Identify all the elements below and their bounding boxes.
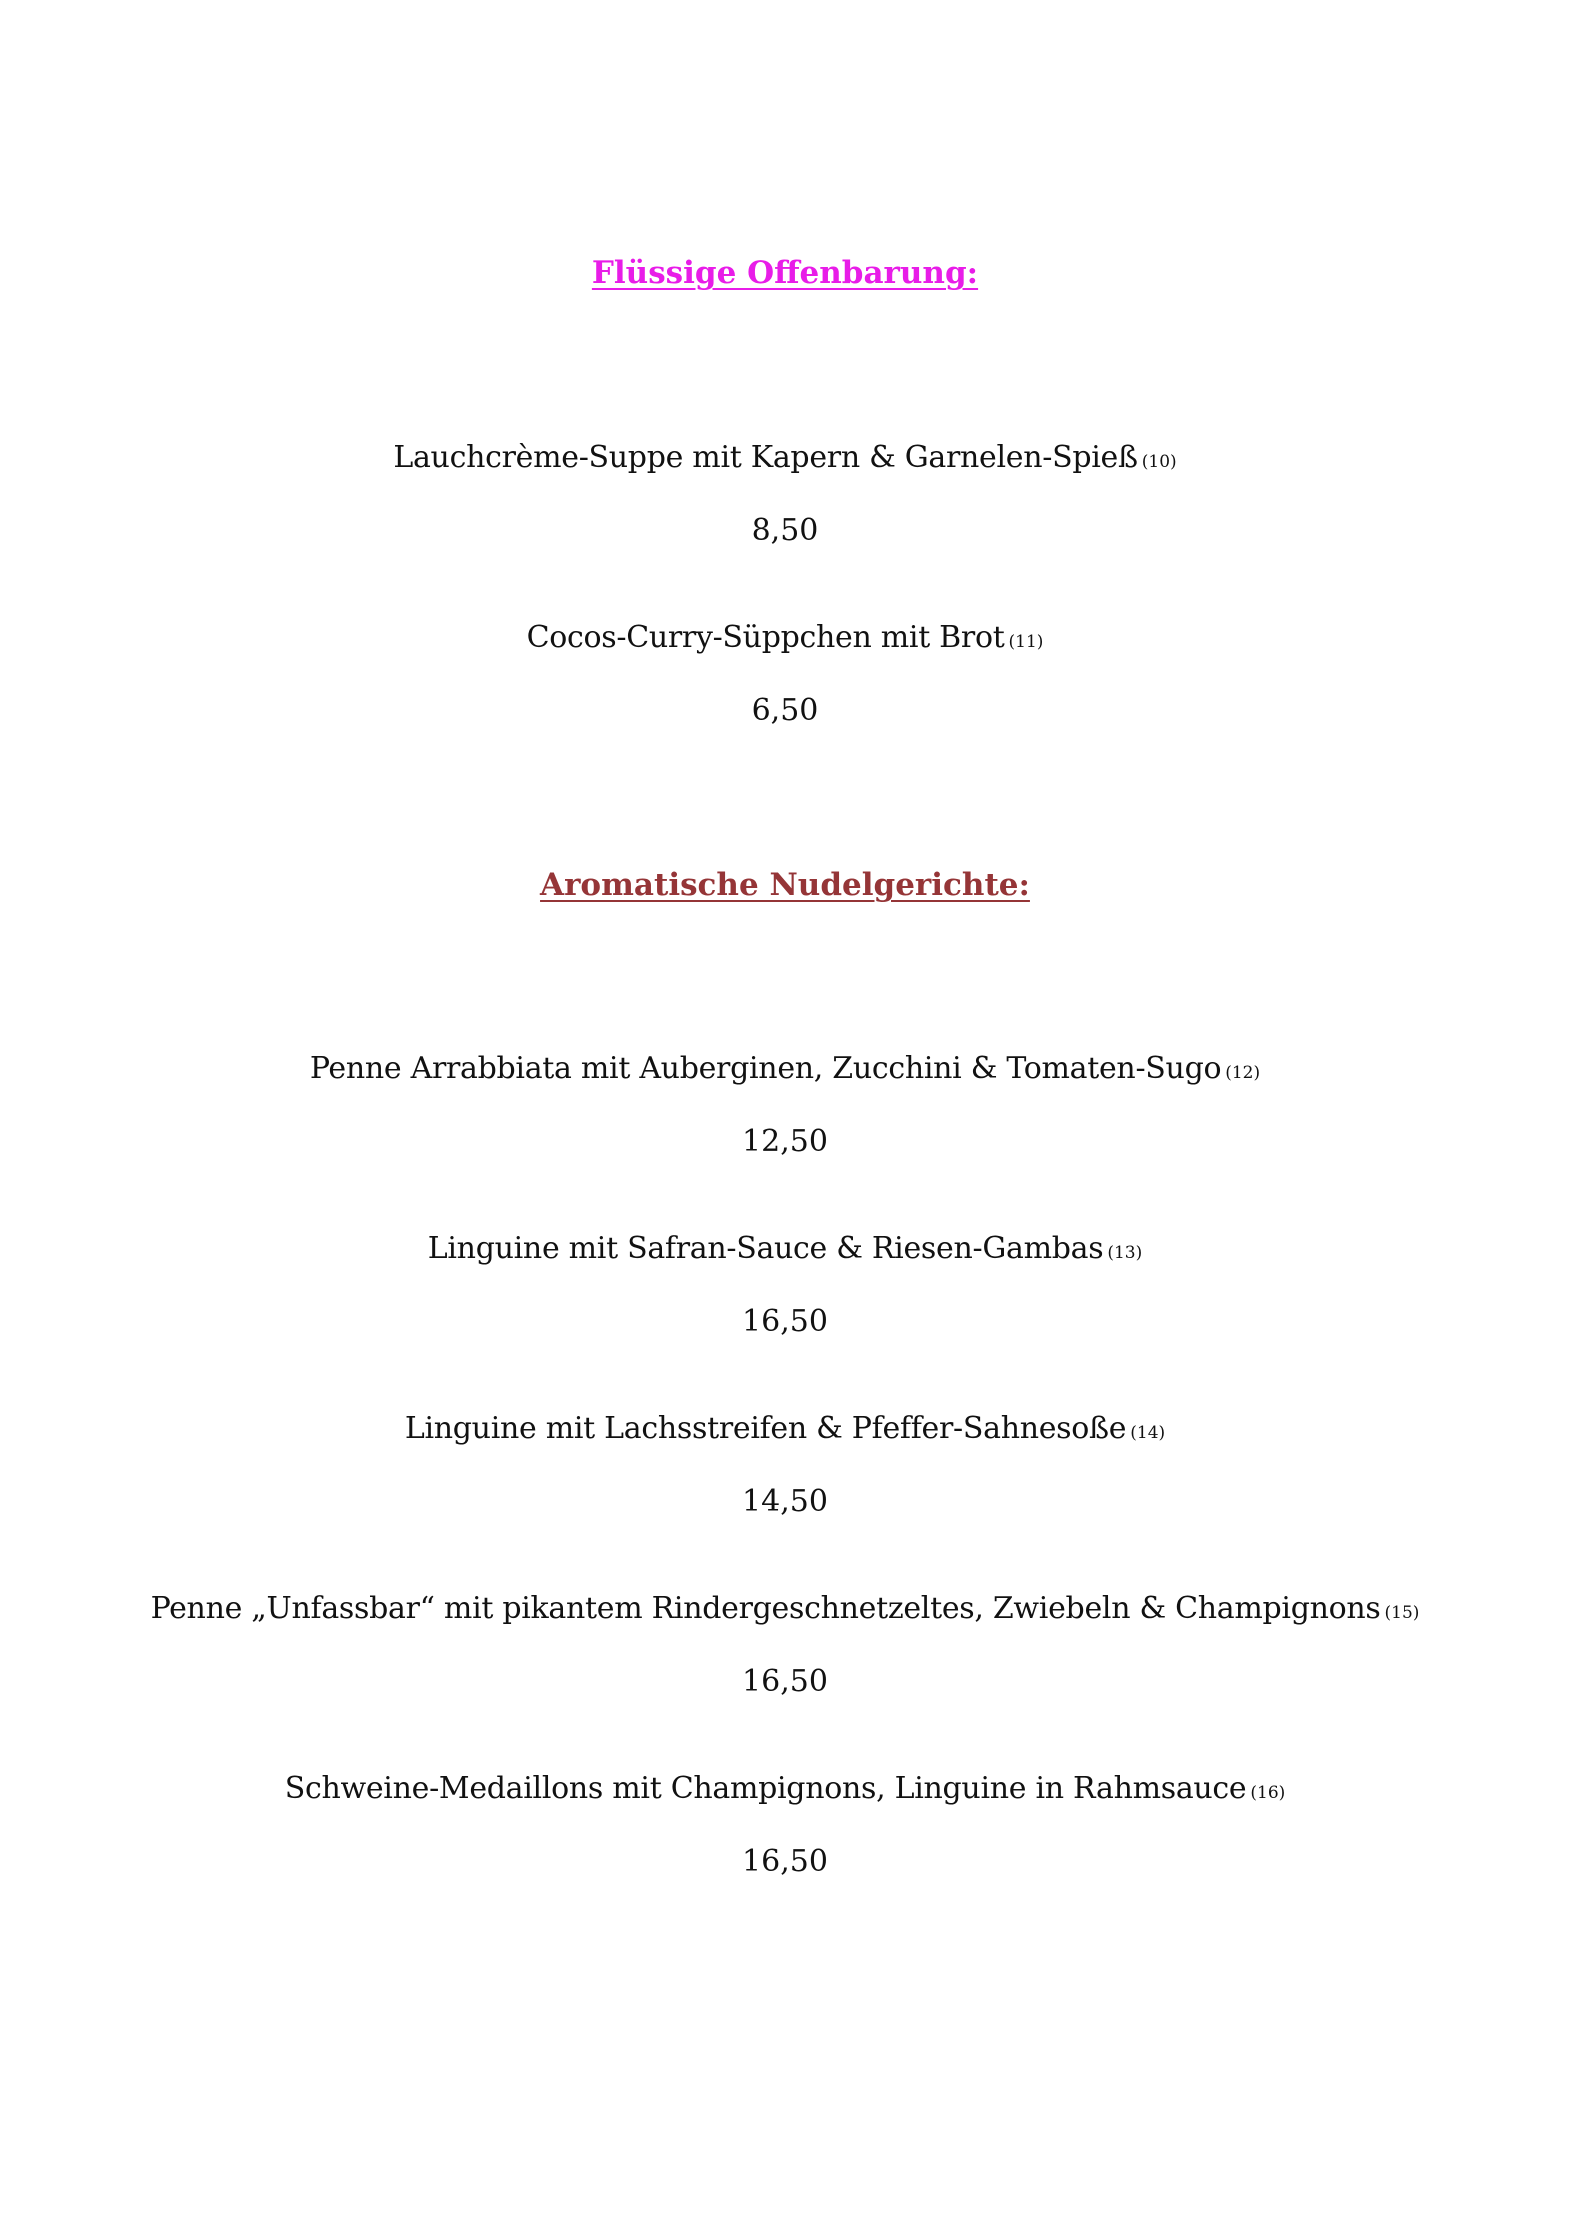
menu-item-ref: (11) [1008, 632, 1044, 652]
menu-item [0, 1591, 1570, 1626]
menu-item-ref: (14) [1130, 1423, 1166, 1443]
menu-item-name: Linguine mit Safran-Sauce & Riesen-Gambas [427, 1231, 1104, 1266]
menu-item-name: Penne „Unfassbar“ mit pikantem Rindergeschnetzeltes, Zwiebeln & Champignons [150, 1591, 1381, 1626]
menu-item [0, 1411, 1570, 1446]
section-title-soups: Flüssige Offenbarung: [591, 255, 979, 291]
menu-item [0, 620, 1570, 655]
menu-item-ref: (10) [1141, 452, 1177, 472]
menu-item-name: Cocos-Curry-Süppchen mit Brot [526, 620, 1005, 655]
menu-item-name: Schweine-Medaillons mit Champignons, Linguine in Rahmsauce [284, 1771, 1247, 1806]
menu-item-price: 16,50 [742, 1844, 828, 1879]
menu-item-price: 16,50 [742, 1304, 828, 1339]
menu-item-ref: (16) [1250, 1783, 1286, 1803]
menu-item-name: Linguine mit Lachsstreifen & Pfeffer-Sahnesoße [404, 1411, 1127, 1446]
section-title-pasta: Aromatische Nudelgerichte: [540, 867, 1030, 903]
menu-item-ref: (13) [1107, 1243, 1143, 1263]
menu-item-name: Penne Arrabbiata mit Auberginen, Zucchini & Tomaten-Sugo [309, 1051, 1222, 1086]
menu-item [0, 1051, 1570, 1086]
menu-item [0, 1231, 1570, 1266]
menu-item-ref: (15) [1384, 1603, 1420, 1623]
menu-item-price: 8,50 [751, 513, 819, 548]
menu-item [0, 440, 1570, 475]
menu-item-ref: (12) [1225, 1063, 1261, 1083]
menu-item-name: Lauchcrème-Suppe mit Kapern & Garnelen-Spieß [393, 440, 1138, 475]
menu-item-price: 6,50 [751, 693, 819, 728]
menu-item-price: 14,50 [742, 1484, 828, 1519]
menu-item [0, 1771, 1570, 1806]
menu-item-price: 16,50 [742, 1664, 828, 1699]
menu-item-price: 12,50 [742, 1124, 828, 1159]
